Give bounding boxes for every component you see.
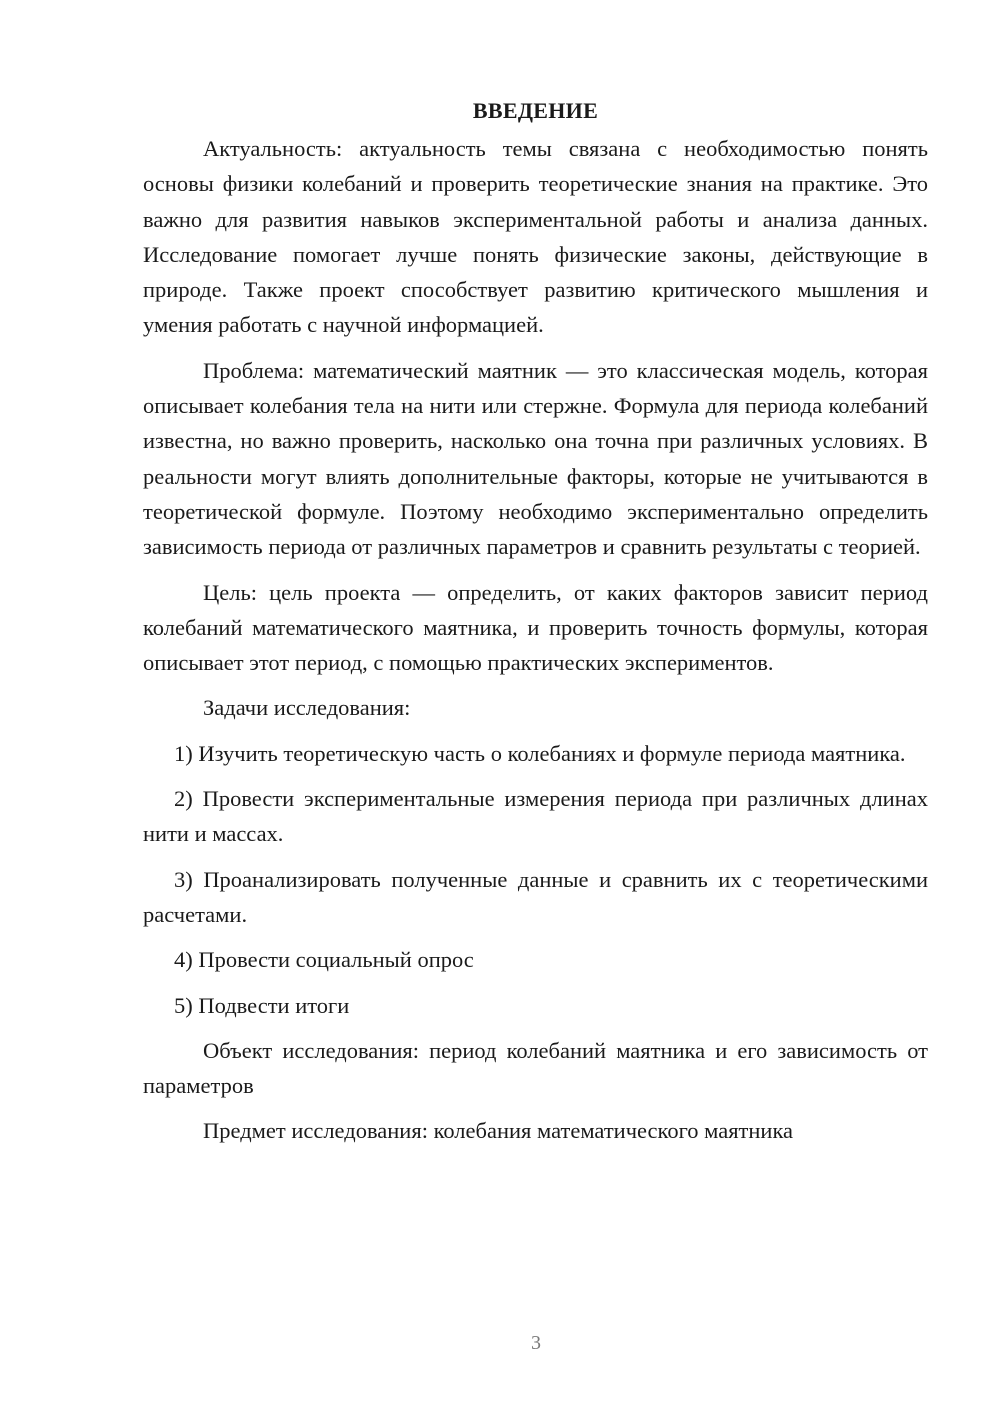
paragraph-goal: Цель: цель проекта — определить, от каких факторов зависит период колебаний математического маятника, и проверить точность формулы, которая описывает этот период, с помощью практических экспериментов. (143, 579, 928, 676)
research-subject: Предмет исследования: колебания математического маятника (203, 1118, 794, 1144)
task-item-2: 2) Провести экспериментальные измерения периода при различных длинах нити и массах. (143, 786, 928, 847)
task-item-4: 4) Провести социальный опрос (174, 947, 474, 973)
page-content (143, 92, 928, 1159)
task-item-5: 5) Подвести итоги (174, 992, 350, 1018)
research-object: Объект исследования: период колебаний маятника и его зависимость от параметров (143, 1037, 928, 1099)
paragraph-relevance: Актуальность: актуальность темы связана с необходимостью понять основы физики колебаний и проверить теоретические знания на практике. Это важно для развития навыков экспериментальной работы и анализа данных. Исследование помогает лучше понять физические законы, действующие в природе. Также проект способствует развитию критического мышления и умения работать с научной информацией. (143, 136, 928, 338)
tasks-heading: Задачи исследования: (203, 695, 411, 721)
paragraph-problem: Проблема: математический маятник — это классическая модель, которая описывает колебания тела на нити или стержне. Формула для периода колебаний известна, но важно проверить, насколько она точна при различных условиях. В реальности могут влиять дополнительные факторы, которые не учитываются в теоретической формуле. Поэтому необходимо экспериментально определить зависимость периода от различных параметров и сравнить результаты с теорией. (143, 357, 928, 560)
task-item-3: 3) Проанализировать полученные данные и сравнить их с теоретическими расчетами. (143, 866, 928, 927)
task-item-1: 1) Изучить теоретическую часть о колебаниях и формуле периода маятника. (174, 740, 906, 766)
page-number: 3 (531, 1332, 541, 1354)
section-title: ВВЕДЕНИЕ (472, 98, 599, 123)
